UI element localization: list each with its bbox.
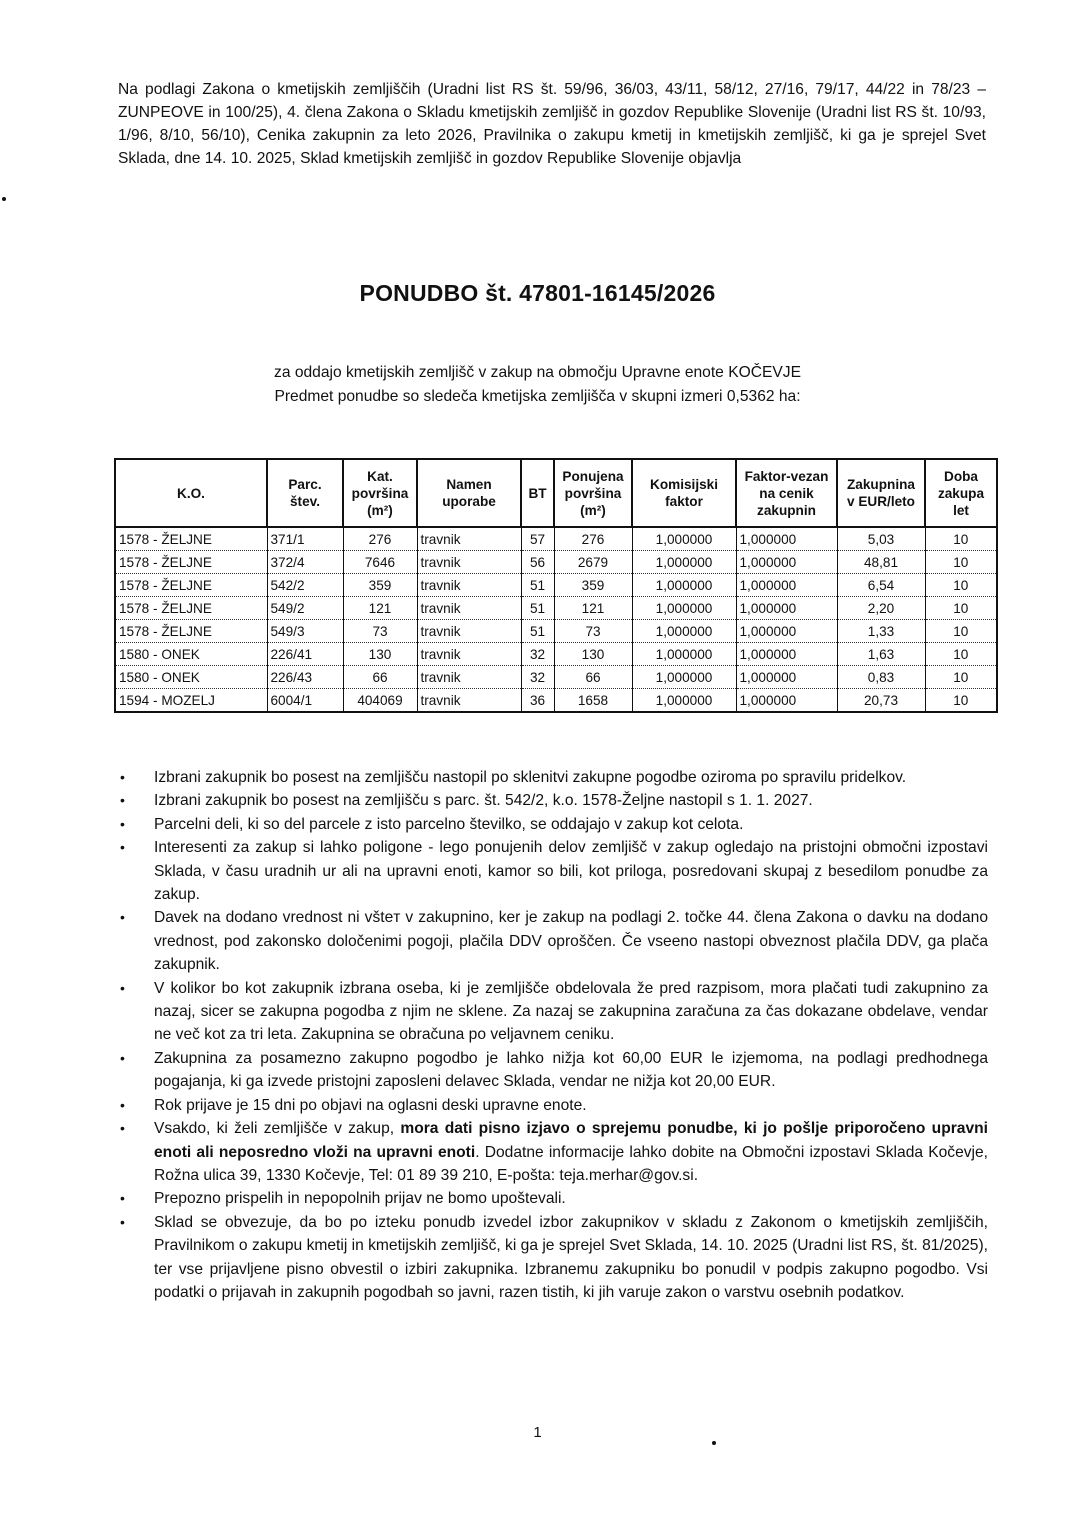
cell-bt: 51: [521, 620, 554, 643]
cell-bt: 36: [521, 689, 554, 713]
page-number: 1: [533, 1424, 542, 1441]
cell-offered-area: 66: [554, 666, 632, 689]
bullet-icon: •: [120, 815, 125, 832]
cell-ko: 1578 - ŽELJNE: [115, 620, 267, 643]
cell-offered-area: 1658: [554, 689, 632, 713]
list-item: [118, 813, 988, 836]
bullet-icon: •: [120, 792, 125, 809]
page-title: PONUDBO št. 47801-16145/2026: [359, 280, 716, 306]
cell-price-factor: 1,000000: [736, 551, 837, 574]
cell-ko: 1594 - MOZELJ: [115, 689, 267, 713]
cell-parcel: 226/41: [267, 643, 343, 666]
cell-usage: travnik: [417, 527, 521, 551]
parcels-table: [114, 458, 998, 713]
cell-bt: 32: [521, 643, 554, 666]
cell-offered-area: 276: [554, 527, 632, 551]
cell-offered-area: 2679: [554, 551, 632, 574]
cell-usage: travnik: [417, 574, 521, 597]
cell-lease-fee: 20,73: [837, 689, 925, 713]
cell-lease-period: 10: [925, 527, 997, 551]
col-header-usage: Namen uporabe: [417, 459, 521, 527]
bullet-icon: •: [120, 1120, 125, 1137]
col-header-offered-area: Ponujena površina (m²): [554, 459, 632, 527]
subtitle-area: za oddajo kmetijskih zemljišč v zakup na območju Upravne enote KOČEVJE: [274, 364, 801, 381]
bullet-icon: •: [120, 979, 125, 996]
table-header-row: [115, 459, 997, 527]
col-header-parcel: Parc. štev.: [267, 459, 343, 527]
cell-lease-period: 10: [925, 689, 997, 713]
cell-offered-area: 73: [554, 620, 632, 643]
cell-usage: travnik: [417, 689, 521, 713]
note-text: Sklad se obvezuje, da bo po izteku ponudb izvedel izbor zakupnikov v skladu z Zakonom o kmetijskih zemljiščih, Pravilnikom o zakupu kmetij in kmetijskih zemljišč, ki ga je sprejel Svet Sklada, 14. 10. 2025 (Uradni list RS, št. 81/2025), ter vse prijavljene pisno obvestil o izbiri zakupnika. Izbranemu zakupniku bo ponudil v podpis zakupno pogodbo. Vsi podatki o prijavah in zakupnih pogodbah so javni, razen tistih, ki jih varuje zakon o varstvu osebnih podatkov.: [154, 1213, 988, 1301]
cell-cadastral-area: 359: [343, 574, 417, 597]
cell-lease-fee: 6,54: [837, 574, 925, 597]
cell-parcel: 549/2: [267, 597, 343, 620]
cell-ko: 1578 - ŽELJNE: [115, 527, 267, 551]
cell-cadastral-area: 276: [343, 527, 417, 551]
bullet-icon: •: [120, 1096, 125, 1113]
cell-usage: travnik: [417, 620, 521, 643]
list-item: [118, 836, 988, 906]
list-item: [118, 1211, 988, 1305]
col-header-ko: K.O.: [115, 459, 267, 527]
table-row: [115, 597, 997, 620]
cell-usage: travnik: [417, 551, 521, 574]
bullet-icon: •: [120, 1049, 125, 1066]
cell-lease-period: 10: [925, 574, 997, 597]
col-header-cadastral-area: Kat. površina (m²): [343, 459, 417, 527]
cell-commission-factor: 1,000000: [632, 666, 736, 689]
cell-commission-factor: 1,000000: [632, 551, 736, 574]
table-row: [115, 527, 997, 551]
intro-paragraph: Na podlagi Zakona o kmetijskih zemljiščih (Uradni list RS št. 59/96, 36/03, 43/11, 58/12, 27/16, 79/17, 44/22 in 78/23 – ZUNPEOVE in 100/25), 4. člena Zakona o Skladu kmetijskih zemljišč in gozdov Republike Slovenije (Uradni list RS št. 10/93, 1/96, 8/10, 56/10), Cenika zakupnin za leto 2026, Pravilnika o zakupu kmetij in kmetijskih zemljišč, ki ga je sprejel Svet Sklada, dne 14. 10. 2025, Sklad kmetijskih zemljišč in gozdov Republike Slovenije objavlja: [118, 81, 986, 167]
scan-speck: [712, 1441, 716, 1445]
note-text: Interesenti za zakup si lahko poligone - lego ponujenih delov zemljišč v zakup ogledajo na pristojni območni izpostavi Sklada, v času uradnih ur ali na upravni enoti, kamor so bili, kot priloga, posredovani skupaj z besedilom ponudbe za zakup.: [154, 839, 988, 904]
cell-bt: 56: [521, 551, 554, 574]
cell-ko: 1578 - ŽELJNE: [115, 551, 267, 574]
bullet-icon: •: [120, 839, 125, 856]
list-item: [118, 766, 988, 789]
note-text: Vsakdo, ki želi zemljišče v zakup,: [154, 1120, 401, 1138]
note-text: Izbrani zakupnik bo posest na zemljišču s parc. št. 542/2, k.o. 1578-Željne nastopil s 1. 1. 2027.: [154, 792, 813, 810]
note-text: Parcelni deli, ki so del parcele z isto parcelno številko, se oddajajo v zakup kot celota.: [154, 815, 744, 833]
cell-lease-fee: 1,63: [837, 643, 925, 666]
bullet-icon: •: [120, 769, 125, 785]
cell-commission-factor: 1,000000: [632, 574, 736, 597]
cell-lease-period: 10: [925, 597, 997, 620]
list-item: [118, 906, 988, 976]
table-row: [115, 689, 997, 713]
cell-cadastral-area: 404069: [343, 689, 417, 713]
col-header-price-factor: Faktor-vezan na cenik zakupnin: [736, 459, 837, 527]
cell-price-factor: 1,000000: [736, 643, 837, 666]
cell-lease-period: 10: [925, 643, 997, 666]
cell-offered-area: 359: [554, 574, 632, 597]
cell-commission-factor: 1,000000: [632, 689, 736, 713]
table-row: [115, 551, 997, 574]
cell-parcel: 549/3: [267, 620, 343, 643]
bullet-icon: •: [120, 909, 125, 926]
col-header-lease-period: Doba zakupa let: [925, 459, 997, 527]
list-item: [118, 789, 988, 812]
note-text: . Dodatne informacije lahko dobite na Območni izpostavi Sklada Kočevje, Rožna ulica 39, 1330 Kočevje, Tel: 01 89 39 210, E-pošta: teja.merhar@gov.si.: [154, 1143, 989, 1184]
cell-parcel: 371/1: [267, 527, 343, 551]
conditions-list: [118, 766, 988, 1304]
cell-bt: 51: [521, 574, 554, 597]
cell-lease-fee: 2,20: [837, 597, 925, 620]
cell-bt: 32: [521, 666, 554, 689]
list-item: [118, 977, 988, 1047]
cell-price-factor: 1,000000: [736, 666, 837, 689]
cell-cadastral-area: 7646: [343, 551, 417, 574]
note-text: Prepozno prispelih in nepopolnih prijav ne bomo upoštevali.: [154, 1190, 566, 1208]
cell-cadastral-area: 66: [343, 666, 417, 689]
cell-price-factor: 1,000000: [736, 527, 837, 551]
cell-lease-fee: 0,83: [837, 666, 925, 689]
subtitle-subject: Predmet ponudbe so sledeča kmetijska zemljišča v skupni izmeri 0,5362 ha:: [274, 388, 801, 405]
cell-parcel: 542/2: [267, 574, 343, 597]
cell-parcel: 226/43: [267, 666, 343, 689]
cell-ko: 1580 - ONEK: [115, 666, 267, 689]
cell-bt: 51: [521, 597, 554, 620]
cell-commission-factor: 1,000000: [632, 643, 736, 666]
list-item: [118, 1047, 988, 1094]
table-row: [115, 643, 997, 666]
cell-cadastral-area: 130: [343, 643, 417, 666]
table-row: [115, 666, 997, 689]
note-text: Rok prijave je 15 dni po objavi na oglasni deski upravne enote.: [154, 1096, 587, 1114]
note-text: Davek na dodano vrednost ni všteт v zakupnino, ker je zakup na podlagi 2. točke 44. člena Zakona o davku na dodano vrednost, pod zakonsko določenimi pogoji, plačila DDV oproščen. Če vseeno nastopi obveznost plačila DDV, ga plača zakupnik.: [154, 909, 988, 974]
cell-offered-area: 121: [554, 597, 632, 620]
cell-offered-area: 130: [554, 643, 632, 666]
cell-bt: 57: [521, 527, 554, 551]
cell-price-factor: 1,000000: [736, 597, 837, 620]
note-emphasis: mora dati pisno izjavo o sprejemu ponudbe, ki jo pošlje priporočeno upravni enoti ali neposredno vloži na upravni enoti: [154, 1120, 988, 1161]
table-row: [115, 620, 997, 643]
cell-commission-factor: 1,000000: [632, 597, 736, 620]
bullet-icon: •: [120, 1190, 125, 1207]
cell-parcel: 372/4: [267, 551, 343, 574]
cell-lease-period: 10: [925, 620, 997, 643]
cell-commission-factor: 1,000000: [632, 620, 736, 643]
cell-price-factor: 1,000000: [736, 620, 837, 643]
table-row: [115, 574, 997, 597]
cell-cadastral-area: 121: [343, 597, 417, 620]
cell-lease-period: 10: [925, 666, 997, 689]
col-header-lease-fee: Zakupnina v EUR/leto: [837, 459, 925, 527]
col-header-bt: BT: [521, 459, 554, 527]
cell-usage: travnik: [417, 597, 521, 620]
cell-ko: 1580 - ONEK: [115, 643, 267, 666]
cell-commission-factor: 1,000000: [632, 527, 736, 551]
list-item: [118, 1187, 988, 1210]
scan-speck: [2, 197, 6, 201]
cell-usage: travnik: [417, 643, 521, 666]
note-text: Izbrani zakupnik bo posest na zemljišču nastopil po sklenitvi zakupne pogodbe oziroma po spravilu pridelkov.: [154, 769, 907, 786]
cell-price-factor: 1,000000: [736, 689, 837, 713]
cell-price-factor: 1,000000: [736, 574, 837, 597]
cell-lease-fee: 5,03: [837, 527, 925, 551]
cell-lease-fee: 48,81: [837, 551, 925, 574]
bullet-icon: •: [120, 1213, 125, 1230]
note-text: Zakupnina za posamezno zakupno pogodbo je lahko nižja kot 60,00 EUR le izjemoma, na podlagi predhodnega pogajanja, ki ga izvede pristojni zaposleni delavec Sklada, vendar ne nižja kot 20,00 EUR.: [154, 1049, 988, 1091]
cell-ko: 1578 - ŽELJNE: [115, 597, 267, 620]
list-item: [118, 1117, 988, 1187]
list-item: [118, 1094, 988, 1117]
cell-lease-period: 10: [925, 551, 997, 574]
cell-usage: travnik: [417, 666, 521, 689]
cell-lease-fee: 1,33: [837, 620, 925, 643]
cell-ko: 1578 - ŽELJNE: [115, 574, 267, 597]
cell-cadastral-area: 73: [343, 620, 417, 643]
note-text: V kolikor bo kot zakupnik izbrana oseba, ki je zemljišče obdelovala že pred razpisom, mora plačati tudi zakupnino za nazaj, sicer se zakupna pogodba z njim ne sklene. Za nazaj se zakupnina zaračuna za čas dokazane obdelave, vendar ne več kot za tri leta. Zakupnina se obračuna po veljavnem ceniku.: [154, 979, 988, 1044]
col-header-commission-factor: Komisijski faktor: [632, 459, 736, 527]
cell-parcel: 6004/1: [267, 689, 343, 713]
